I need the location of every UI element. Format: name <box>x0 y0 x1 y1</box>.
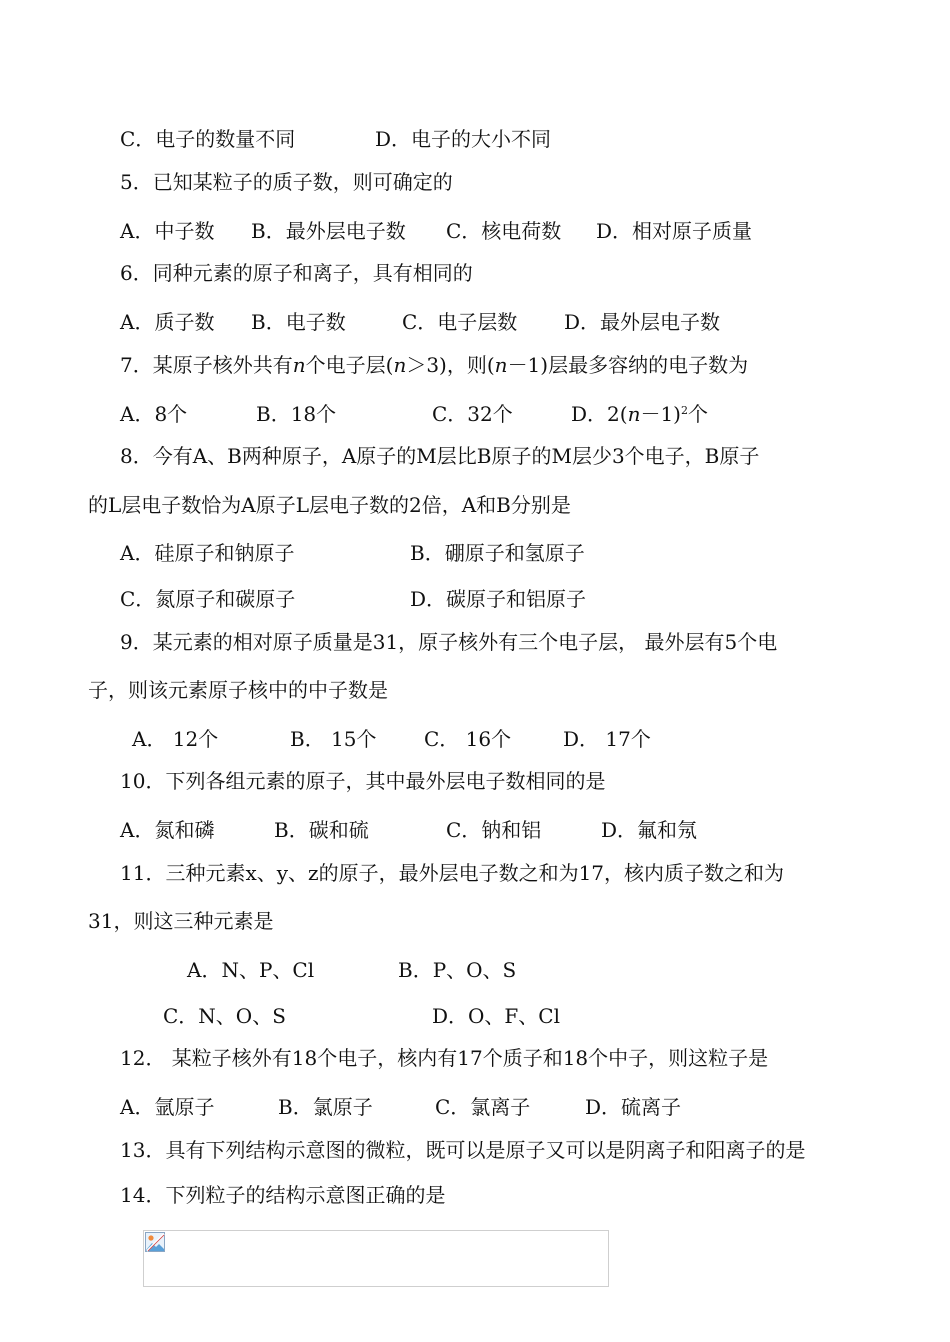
q14-stem: 14．下列粒子的结构示意图正确的是 <box>120 1183 446 1207</box>
q7-option-b: B．18个 <box>256 402 337 426</box>
q5-option-d: D．相对原子质量 <box>596 219 753 243</box>
q12-option-c: C．氯离子 <box>435 1095 531 1119</box>
q8-option-a: A．硅原子和钠原子 <box>120 541 295 565</box>
q8-option-d: D．碳原子和铝原子 <box>410 587 587 611</box>
q9-option-c: C． 16个 <box>424 727 512 751</box>
q11-option-a: A．N、P、Cl <box>187 958 315 982</box>
q12-option-d: D．硫离子 <box>585 1095 682 1119</box>
q7-option-d: D．$2(n-1)^2$个 <box>571 402 708 426</box>
q9-option-b: B． 15个 <box>290 727 377 751</box>
q6-option-c: C．电子层数 <box>402 310 518 334</box>
q11-option-b: B．P、O、S <box>398 958 517 982</box>
q8-option-c: C．氮原子和碳原子 <box>120 587 296 611</box>
q11-option-d: D．O、F、Cl <box>432 1004 561 1028</box>
q11-option-c: C．N、O、S <box>163 1004 286 1028</box>
q10-stem: 10．下列各组元素的原子，其中最外层电子数相同的是 <box>120 769 606 793</box>
q7-stem: 7．某原子核外共有n个电子层(n＞3)，则(n－1)层最多容纳的电子数为 <box>120 353 749 377</box>
q12-option-a: A．氩原子 <box>120 1095 215 1119</box>
q10-option-d: D．氟和氖 <box>601 818 698 842</box>
image-placeholder <box>143 1230 609 1287</box>
q6-option-a: A．质子数 <box>120 310 215 334</box>
q8-option-b: B．硼原子和氢原子 <box>410 541 585 565</box>
q13-stem: 13．具有下列结构示意图的微粒，既可以是原子又可以是阴离子和阳离子的是 <box>120 1138 806 1162</box>
q10-option-b: B．碳和硫 <box>274 818 369 842</box>
q7-option-a: A．8个 <box>120 402 188 426</box>
q9-stem-line1: 9．某元素的相对原子质量是31，原子核外有三个电子层， 最外层有5个电 <box>120 630 778 654</box>
q12-option-b: B．氯原子 <box>278 1095 373 1119</box>
q8-stem-line1: 8．今有A、B两种原子，A原子的M层比B原子的M层少3个电子，B原子 <box>120 444 760 468</box>
q5-option-a: A．中子数 <box>120 219 215 243</box>
q5-stem: 5．已知某粒子的质子数，则可确定的 <box>120 170 453 194</box>
q6-option-d: D．最外层电子数 <box>564 310 721 334</box>
broken-image-icon <box>145 1232 165 1252</box>
q6-stem: 6．同种元素的原子和离子，具有相同的 <box>120 261 473 285</box>
q7-option-c: C．32个 <box>432 402 513 426</box>
q4-option-c: C．电子的数量不同 <box>120 127 296 151</box>
q5-option-b: B．最外层电子数 <box>251 219 406 243</box>
q11-stem-line1: 11．三种元素x、y、z的原子，最外层电子数之和为17，核内质子数之和为 <box>120 861 785 885</box>
q4-option-d: D．电子的大小不同 <box>375 127 552 151</box>
q9-stem-line2: 子，则该元素原子核中的中子数是 <box>88 678 388 702</box>
q10-option-c: C．钠和铝 <box>446 818 542 842</box>
q9-option-a: A． 12个 <box>132 727 219 751</box>
q9-option-d: D． 17个 <box>563 727 651 751</box>
q6-option-b: B．电子数 <box>251 310 346 334</box>
q11-stem-line2: 31，则这三种元素是 <box>88 909 274 933</box>
q8-stem-line2: 的L层电子数恰为A原子L层电子数的2倍，A和B分别是 <box>88 493 571 517</box>
q12-stem: 12． 某粒子核外有18个电子，核内有17个质子和18个中子，则这粒子是 <box>120 1046 769 1070</box>
q10-option-a: A．氮和磷 <box>120 818 215 842</box>
q5-option-c: C．核电荷数 <box>446 219 562 243</box>
